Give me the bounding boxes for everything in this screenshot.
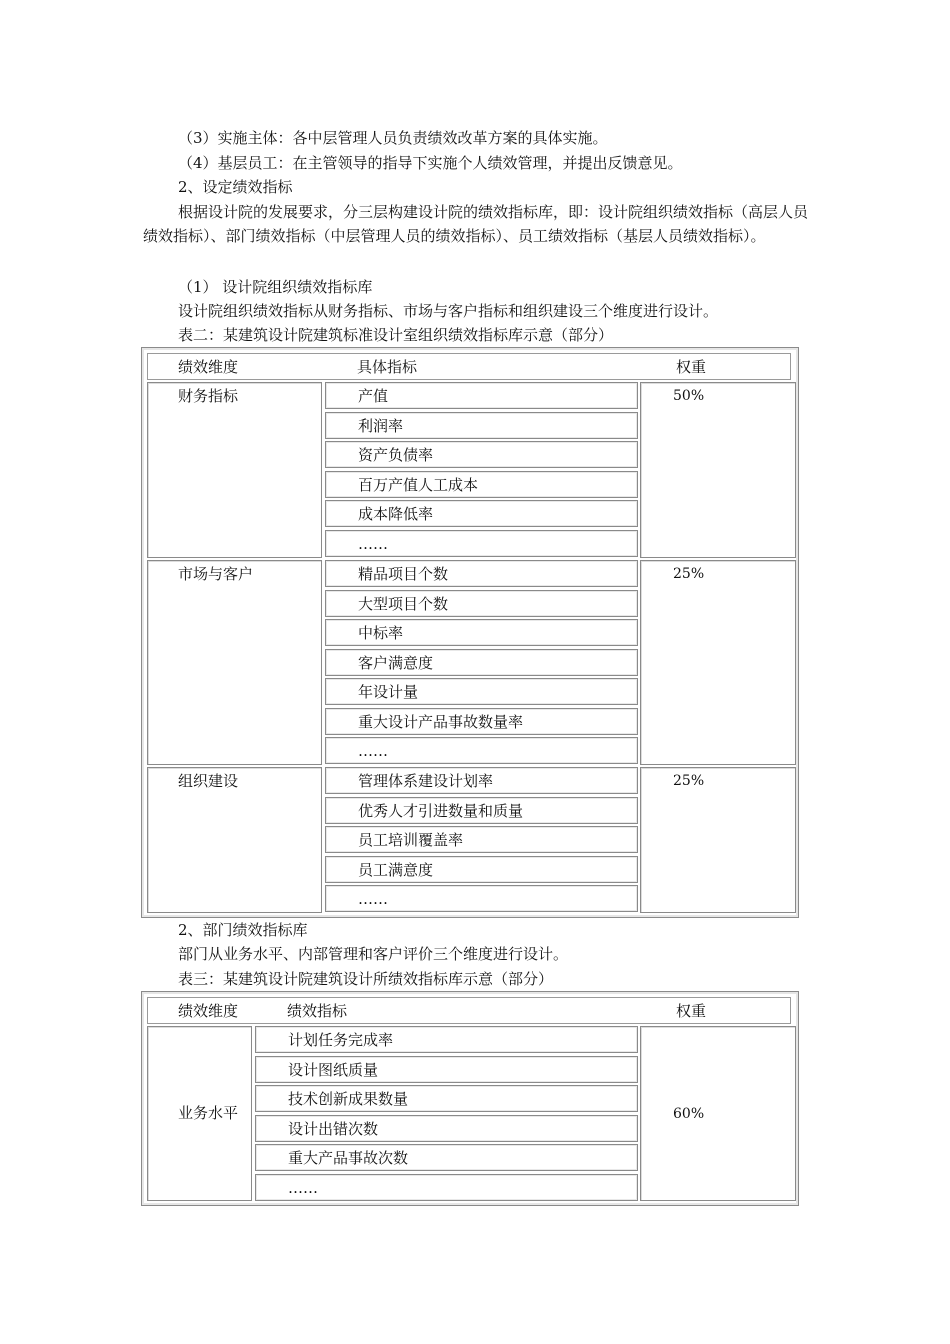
table2-item: …… — [325, 885, 638, 912]
table3-header-indicator: 绩效指标 — [287, 1002, 348, 1020]
table2-item: 员工满意度 — [325, 856, 638, 883]
table3-item: 设计出错次数 — [255, 1115, 638, 1142]
table2-dimension-cell — [147, 560, 322, 765]
table2-weight-market: 25% — [673, 566, 705, 582]
table2-dimension-finance: 财务指标 — [178, 387, 239, 405]
dept-indicators-desc: 部门从业务水平、内部管理和客户评价三个维度进行设计。 — [178, 945, 569, 963]
table2-weight-cell — [640, 767, 796, 913]
table3-weight-cell — [640, 1026, 796, 1201]
table2-item: 优秀人才引进数量和质量 — [325, 797, 638, 824]
section-heading-dept-indicators: 2、部门绩效指标库 — [178, 921, 308, 939]
table3-item: 设计图纸质量 — [255, 1056, 638, 1083]
table2-item: 利润率 — [325, 412, 638, 439]
table3-dimension-business: 业务水平 — [178, 1104, 239, 1122]
table2-item: 年设计量 — [325, 678, 638, 705]
table2-weight-cell — [640, 382, 796, 558]
table2-item: 大型项目个数 — [325, 590, 638, 617]
intro-paragraph: 根据设计院的发展要求，分三层构建设计院的绩效指标库，即：设计院组织绩效指标（高层人员绩效指标）、部门绩效指标（中层管理人员的绩效指标）、员工绩效指标（基层人员绩效指标）。 — [143, 203, 809, 245]
intro-line-2: （4）基层员工：在主管领导的指导下实施个人绩效管理，并提出反馈意见。 — [178, 154, 683, 172]
table2-weight-organization: 25% — [673, 773, 705, 789]
intro-line-1: （3）实施主体：各中层管理人员负责绩效改革方案的具体实施。 — [178, 129, 608, 147]
table3-item: 计划任务完成率 — [255, 1026, 638, 1053]
table2-header-dimension: 绩效维度 — [178, 358, 239, 376]
table2-item: 中标率 — [325, 619, 638, 646]
table2-dimension-cell — [147, 382, 322, 558]
table2-item: 百万产值人工成本 — [325, 471, 638, 498]
table2-item: 客户满意度 — [325, 649, 638, 676]
table2-item: 成本降低率 — [325, 500, 638, 527]
table2-item: 精品项目个数 — [325, 560, 638, 587]
table2-item: …… — [325, 530, 638, 557]
table2-item: 产值 — [325, 382, 638, 409]
table3-item: …… — [255, 1174, 638, 1201]
table3-item: 重大产品事故次数 — [255, 1144, 638, 1171]
table2-weight-finance: 50% — [673, 388, 705, 404]
table3-header-dimension: 绩效维度 — [178, 1002, 239, 1020]
table3 — [141, 991, 799, 1206]
table2-item: 重大设计产品事故数量率 — [325, 708, 638, 735]
table3-weight-business: 60% — [673, 1106, 705, 1122]
table2-weight-cell — [640, 560, 796, 765]
table2-header-indicator: 具体指标 — [357, 358, 418, 376]
subheading-org-indicators: （1） 设计院组织绩效指标库 — [178, 278, 373, 296]
table2-header-weight: 权重 — [676, 358, 707, 376]
table2-item: 员工培训覆盖率 — [325, 826, 638, 853]
table2 — [141, 347, 799, 918]
table3-caption: 表三：某建筑设计院建筑设计所绩效指标库示意（部分） — [178, 970, 554, 988]
table3-header-weight: 权重 — [676, 1002, 707, 1020]
org-indicators-desc: 设计院组织绩效指标从财务指标、市场与客户指标和组织建设三个维度进行设计。 — [178, 302, 719, 320]
table2-item: …… — [325, 737, 638, 764]
table2-caption: 表二：某建筑设计院建筑标准设计室组织绩效指标库示意（部分） — [178, 326, 614, 344]
table2-item: 管理体系建设计划率 — [325, 767, 638, 794]
table2-dimension-market: 市场与客户 — [178, 565, 254, 583]
table2-dimension-organization: 组织建设 — [178, 772, 239, 790]
section-heading-set-indicators: 2、设定绩效指标 — [178, 178, 293, 196]
table2-item: 资产负债率 — [325, 441, 638, 468]
table3-item: 技术创新成果数量 — [255, 1085, 638, 1112]
